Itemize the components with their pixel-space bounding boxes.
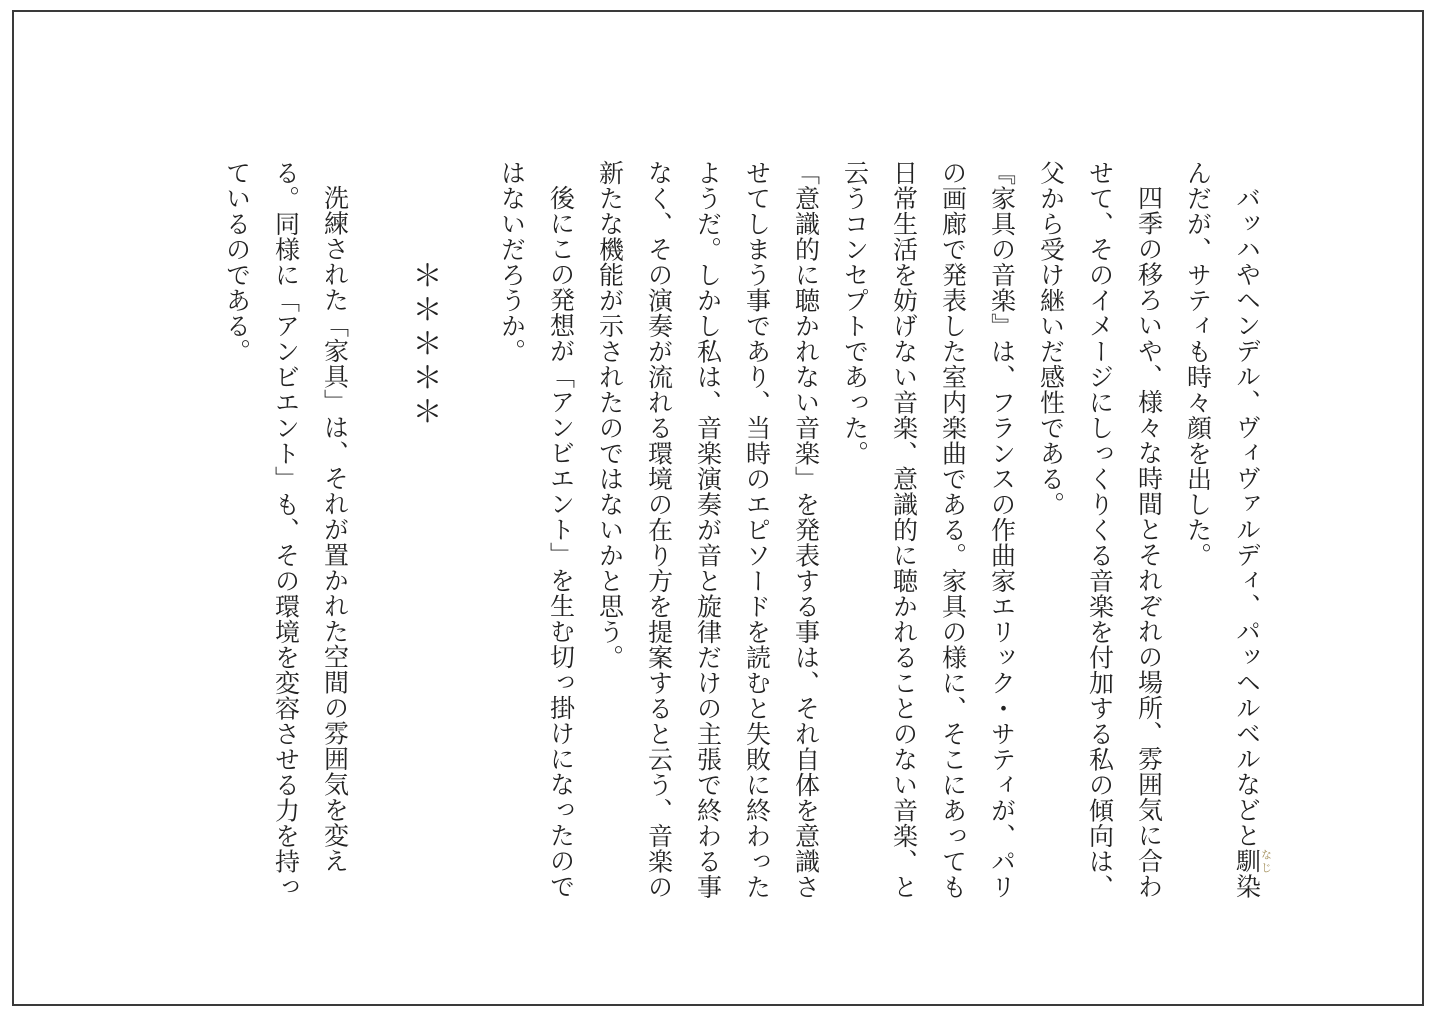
vertical-text-body — [213, 160, 1273, 920]
ruby-base: 馴 — [1232, 848, 1262, 874]
closing-paragraph: 洗練された「家具」は、それが置かれた空間の雰囲気を変える。同様に「アンビエント」も、その環境を変容させる力を持っているのである。 — [222, 160, 350, 900]
paragraph-3: 『家具の音楽』は、フランスの作曲家エリック・サティが、パリの画廊で発表した室内楽曲である。家具の様に、そこにあっても日常生活を妨げない音楽、意識的に聴かれることのない音楽、と云うコンセプトであった。 — [840, 160, 1017, 900]
paragraph-1-lead: バッハやヘンデル、ヴィヴァルディ、パッヘルベルなどと — [1232, 185, 1262, 848]
section-separator: ＊＊＊＊＊ — [406, 260, 442, 430]
page-frame — [12, 10, 1424, 1006]
paragraph-5: 後にこの発想が「アンビエント」を生む切っ掛けになったのではないだろうか。 — [497, 160, 576, 899]
paragraph-1 — [1174, 160, 1273, 920]
paragraph-4: 「意識的に聴かれない音楽」を発表する事は、それ自体を意識させてしまう事であり、当時のエピソードを読むと失敗に終わったようだ。しかし私は、音楽演奏が音と旋律だけの主張で終わる事なく、その演奏が流れる環境の在り方を提案すると云う、音楽の新たな機能が示されたのではないかと思う。 — [595, 160, 821, 900]
ruby-reading: なじ — [1259, 848, 1273, 874]
paragraph-2: 四季の移ろいや、様々な時間とそれぞれの場所、雰囲気に合わせて、そのイメージにしっくりくる音楽を付加する私の傾向は、父から受け継いだ感性である。 — [1036, 160, 1164, 900]
paragraph-1-tail: 染んだが、サティも時々顔を出した。 — [1183, 160, 1262, 899]
ruby-word — [1232, 848, 1273, 874]
